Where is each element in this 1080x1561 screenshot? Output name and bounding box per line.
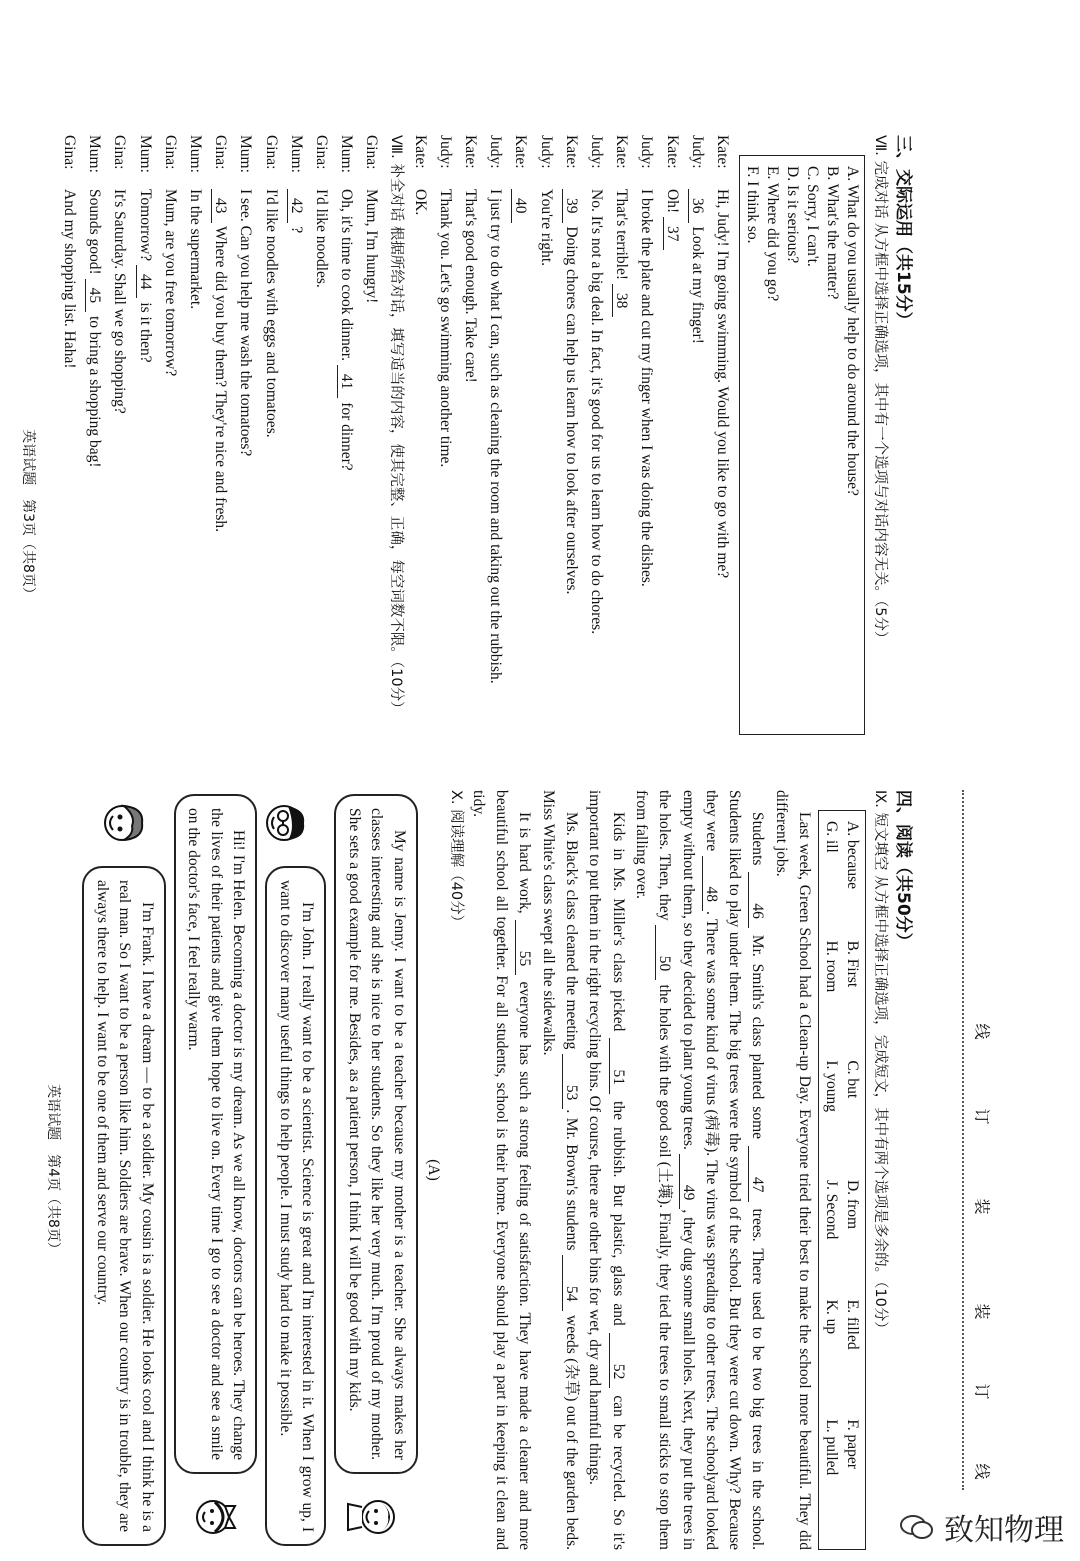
binding-mark: 装 <box>972 1198 992 1215</box>
part-7-dialogue <box>407 135 735 895</box>
option-line: D. Is it serious? <box>784 166 801 264</box>
dialogue-text: Tomorrow? <box>136 189 154 262</box>
cloze-blank[interactable]: 55 <box>515 920 533 976</box>
dialogue-line <box>710 135 735 895</box>
section-3-title: 三、交际运用（共15分） <box>893 135 913 329</box>
word-option: A. because <box>844 821 861 889</box>
dialogue-line <box>183 135 208 895</box>
speaker-label: Gina: <box>312 135 330 170</box>
speaker-label: Judy: <box>537 135 555 169</box>
dialogue-line <box>82 135 107 895</box>
dialogue-text: No. It's not a big deal. In fact, it's good for us to learn how to do chores. <box>587 189 605 635</box>
dialogue-line <box>508 135 533 895</box>
cloze-blank[interactable]: 49 <box>679 1154 697 1210</box>
speech-bubble-helen <box>174 794 258 1474</box>
answer-blank[interactable]: 36 <box>688 189 706 223</box>
cloze-paragraph <box>630 790 770 1550</box>
cloze-text: Mr. Smith's class planted some <box>749 927 767 1147</box>
part-9-options-grid <box>818 810 866 1550</box>
dialogue-text: for dinner? <box>338 402 356 471</box>
dialogue-line <box>233 135 258 895</box>
bubble-text: My name is Jenny. I want to be a teacher because my mother is a teacher. She always makes her classes interesting and she is nice to her students. So they like her very much. I'm proud of my mother. She sets a good example for me. Besides, as a patient person, I think I will be good with my kids. <box>345 808 408 1460</box>
speaker-label: Judy: <box>688 135 706 169</box>
cloze-text: , they dug some small holes. Next, they put the trees in the holes. Then, they <box>656 790 697 1550</box>
cloze-text: . There was some kind of virus (病毒). The virus was spreading to other trees. The schoolyard looked empty without them, so they decided to plant young trees. <box>679 790 720 1550</box>
speaker-label: Gina: <box>212 135 230 170</box>
word-option: J. Second <box>823 1179 840 1240</box>
answer-blank[interactable]: 37 <box>663 217 681 251</box>
watermark <box>900 1505 1064 1549</box>
boy-avatar-icon <box>94 798 150 848</box>
section-4-title: 四、阅读（共50分） <box>893 790 913 950</box>
answer-blank[interactable]: 38 <box>612 284 630 318</box>
dialogue-text: I broke the plate and cut my finger when I was doing the dishes. <box>638 189 656 587</box>
part-8-dialogue <box>57 135 385 895</box>
page-3-footer: 英语试题 第3页（共8页） <box>19 429 36 601</box>
dialogue-line <box>158 135 183 895</box>
dialogue-line <box>559 135 584 895</box>
dialogue-line <box>685 135 710 895</box>
dialogue-text: I'd like noodles with eggs and tomatoes. <box>262 189 280 438</box>
dialogue-line <box>359 135 384 895</box>
dialogue-text: ? <box>287 226 305 234</box>
dialogue-text: I see. Can you help me wash the tomatoes? <box>237 189 255 457</box>
dialogue-line <box>57 135 82 895</box>
dialogue-text: Where did you buy them? They're nice and fresh. <box>212 226 230 533</box>
binding-mark: 装 <box>972 1303 992 1320</box>
word-option: L. pulled <box>823 1419 840 1476</box>
cloze-blank[interactable]: 46 <box>748 872 766 928</box>
dialogue-line <box>483 135 508 895</box>
speaker-label: Kate: <box>411 135 429 169</box>
cloze-blank[interactable]: 53 <box>562 1054 580 1110</box>
speaker-label: Mum: <box>136 135 154 173</box>
word-option: B. First <box>844 940 861 988</box>
option-line: F. I think so. <box>744 166 761 244</box>
speaker-label: Gina: <box>161 135 179 170</box>
word-option: E. filled <box>844 1299 861 1350</box>
speaker-label: Kate: <box>461 135 479 169</box>
cloze-passage <box>467 790 816 1550</box>
speaker-label: Judy: <box>638 135 656 169</box>
dialogue-text: Thank you. Let's go swimming another time. <box>436 189 454 468</box>
dialogue-line <box>634 135 659 895</box>
dialogue-text: Mum, are you free tomorrow? <box>161 189 179 377</box>
word-option: I. young <box>823 1060 840 1112</box>
word-option: G. ill <box>823 821 840 853</box>
binding-mark: 订 <box>972 1383 992 1400</box>
word-option: C. but <box>844 1060 861 1099</box>
speaker-label: Mum: <box>237 135 255 173</box>
word-option: K. up <box>823 1299 840 1335</box>
speaker-label: Kate: <box>512 135 530 169</box>
cloze-paragraph <box>583 790 630 1550</box>
speaker-label: Mum: <box>287 135 305 173</box>
answer-blank[interactable]: 45 <box>85 279 103 313</box>
option-line: C. Sorry, I can't. <box>804 166 821 267</box>
binding-mark: 线 <box>972 1463 992 1480</box>
dialogue-text: I'd like noodles. <box>312 189 330 288</box>
word-option: H. room <box>823 940 840 993</box>
speaker-label: Gina: <box>60 135 78 170</box>
option-line: E. Where did you go? <box>764 166 781 302</box>
word-option: D. from <box>844 1179 861 1230</box>
cloze-text: Ms. Black's class cleaned the meeting <box>563 812 581 1054</box>
dialogue-text: Oh, it's time to cook dinner. <box>338 189 356 361</box>
dialogue-line <box>284 135 309 895</box>
girl-avatar-icon <box>346 1492 402 1542</box>
dialogue-line <box>132 135 157 895</box>
cloze-blank[interactable]: 50 <box>655 925 673 981</box>
answer-blank[interactable]: 39 <box>562 189 580 223</box>
dialogue-line <box>458 135 483 895</box>
speaker-label: Gina: <box>262 135 280 170</box>
speaker-label: Judy: <box>587 135 605 169</box>
cloze-text: Last week, Green School had a Clean-up Day. Everyone tried their best to make the school more beautiful. They did different jobs. <box>772 790 813 1550</box>
dialogue-text: Sounds good! <box>86 189 104 275</box>
dialogue-line <box>433 135 458 895</box>
girl-with-bow-avatar-icon <box>185 1492 241 1542</box>
part-9-instruction: Ⅸ. 短文填空 从方框中选择正确选项，完成短文，其中有两个选项是多余的。（10分） <box>872 790 888 1336</box>
cloze-paragraph <box>536 790 583 1550</box>
dialogue-text: You're right. <box>537 189 555 267</box>
cloze-text: weeds (杂草) out of the garden beds. Miss White's class swept all the sidewalks. <box>539 790 581 1550</box>
speaker-label: Mum: <box>86 135 104 173</box>
part-7-instruction: Ⅶ. 完成对话 从方框中选择正确选项，其中有一个选项与对话内容无关。（5分） <box>872 135 888 646</box>
speaker-label: Mum: <box>186 135 204 173</box>
speaker-label: Judy: <box>487 135 505 169</box>
answer-blank[interactable]: 44 <box>136 265 154 299</box>
dialogue-line <box>107 135 132 895</box>
dialogue-text: That's terrible! <box>613 189 631 281</box>
binding-dotted-line <box>962 790 964 1490</box>
answer-blank[interactable]: 41 <box>337 365 355 399</box>
wechat-logo-icon <box>900 1514 934 1540</box>
bubble-text: I'm John. I really want to be a scientist. Science is great and I'm interested in it. When I grow up, I want to discover many useful things to help people. I must study hard to make it possible. <box>276 880 317 1532</box>
speaker-label: Kate: <box>562 135 580 169</box>
dialogue-line <box>258 135 283 895</box>
cloze-text: can be recycled. So it's important to put them in the right recycling bins. Of course, there are other bins for wet, dry and harmful things. <box>586 790 627 1551</box>
bubble-text: I'm Frank. I have a dream — to be a soldier. My cousin is a soldier. He looks cool and I think he is a real man. So I want to be a person like him. Soldiers are brave. When our country is in trouble, they are always there to help. I want to be one of them and serve our country. <box>93 880 156 1532</box>
cloze-blank[interactable]: 54 <box>562 1255 580 1311</box>
speech-bubble-jenny <box>334 794 418 1474</box>
option-line: A. What do you usually help to do around the house? <box>844 166 861 496</box>
dialogue-text: Oh! <box>663 189 681 214</box>
dialogue-text: That's good enough. Take care! <box>461 189 479 383</box>
dialogue-text: It's Saturday. Shall we go shopping? <box>111 189 129 414</box>
bubble-text: Hi! I'm Helen. Becoming a doctor is my dream. As we all know, doctors can be heroes. They change the lives of their patients and give them hope to live on. Every time I go to see a doctor and see a smile on the doctor's face, I feel really warm. <box>185 808 248 1460</box>
dialogue-line <box>584 135 609 895</box>
cloze-blank[interactable]: 52 <box>609 1333 627 1389</box>
cloze-text: Students <box>749 812 767 873</box>
watermark-text: 致知物理 <box>944 1513 1064 1548</box>
cloze-text: the holes with the good soil (土壤). Finally, they tied the trees to small sticks to stop them from falling over. <box>632 790 674 1550</box>
dialogue-line <box>334 135 359 895</box>
dialogue-text: Hi, Judy! I'm going swimming. Would you like to go with me? <box>714 189 731 579</box>
dialogue-text: OK. <box>411 189 429 216</box>
speaker-label: Judy: <box>436 135 454 169</box>
cloze-paragraph <box>467 790 537 1550</box>
dialogue-text: I just try to do what I can, such as cleaning the room and taking out the rubbish. <box>487 189 505 684</box>
exam-page-4 <box>44 790 915 1550</box>
dialogue-text: And my shopping list. Haha! <box>60 189 78 369</box>
answer-blank[interactable]: 43 <box>211 189 229 223</box>
speech-bubble-frank <box>82 866 166 1546</box>
dialogue-line <box>309 135 334 895</box>
dialogue-line <box>659 135 684 895</box>
part-10-instruction: Ⅹ. 阅读理解（40分） <box>447 790 464 930</box>
speaker-label: Gina: <box>111 135 129 170</box>
speech-bubble-john <box>265 866 326 1546</box>
boy-with-glasses-avatar-icon <box>254 798 310 848</box>
word-option: F. paper <box>844 1419 861 1469</box>
dialogue-text: Doing chores can help us learn how to look after ourselves. <box>562 226 580 595</box>
cloze-text: It is hard work, <box>516 812 534 920</box>
dialogue-text: to bring a shopping bag! <box>86 315 104 468</box>
option-line: B. What's the matter? <box>824 166 841 300</box>
dialogue-text: Look at my finger! <box>688 226 706 344</box>
speaker-label: Mum: <box>338 135 356 173</box>
cloze-blank[interactable]: 47 <box>748 1146 766 1202</box>
speaker-label: Kate: <box>613 135 631 169</box>
cloze-text: everyone has such a strong feeling of satisfaction. They have made a cleaner and more beautiful school all together. For all students, school is their home. Everyone should play a part in keeping it clean and tidy. <box>469 790 534 1550</box>
dialogue-line <box>609 135 634 895</box>
dialogue-line <box>407 135 432 895</box>
cloze-text: Kids in Ms. Miller's class picked <box>609 812 627 1039</box>
part-7-options-box <box>739 155 865 735</box>
dialogue-text: Mum, I'm hungry! <box>363 189 381 304</box>
speaker-label: Gina: <box>363 135 381 170</box>
passage-a-label: (A) <box>424 1159 442 1181</box>
speaker-label: Kate: <box>714 135 731 169</box>
exam-page-3 <box>19 135 915 895</box>
cloze-blank[interactable]: 48 <box>702 856 720 912</box>
cloze-text: trees. There used to be two big trees in the school. Students liked to play under them. The big trees were the symbol of the school. But they were cut down. Why? Because they were <box>702 790 767 1550</box>
dialogue-line <box>208 135 233 895</box>
cloze-blank[interactable]: 51 <box>609 1038 627 1094</box>
binding-mark: 订 <box>972 1108 992 1125</box>
answer-blank[interactable]: 40 <box>511 189 529 223</box>
speaker-label: Kate: <box>663 135 681 169</box>
answer-blank[interactable]: 42 <box>287 189 305 223</box>
cloze-text: the rubbish. But plastic, glass and <box>609 1093 627 1333</box>
binding-mark: 线 <box>972 1023 992 1040</box>
dialogue-text: is it then? <box>136 302 154 363</box>
page-4-footer: 英语试题 第4页（共8页） <box>45 1084 62 1256</box>
cloze-paragraph <box>769 790 816 1550</box>
cloze-text: . Mr. Brown's students <box>563 1109 581 1256</box>
dialogue-text: In the supermarket. <box>186 189 204 310</box>
part-8-instruction: Ⅷ. 补全对话 根据所给对话，填写适当的内容，使其完整、正确，每空词数不限。（10分） <box>388 135 405 716</box>
dialogue-line <box>533 135 558 895</box>
